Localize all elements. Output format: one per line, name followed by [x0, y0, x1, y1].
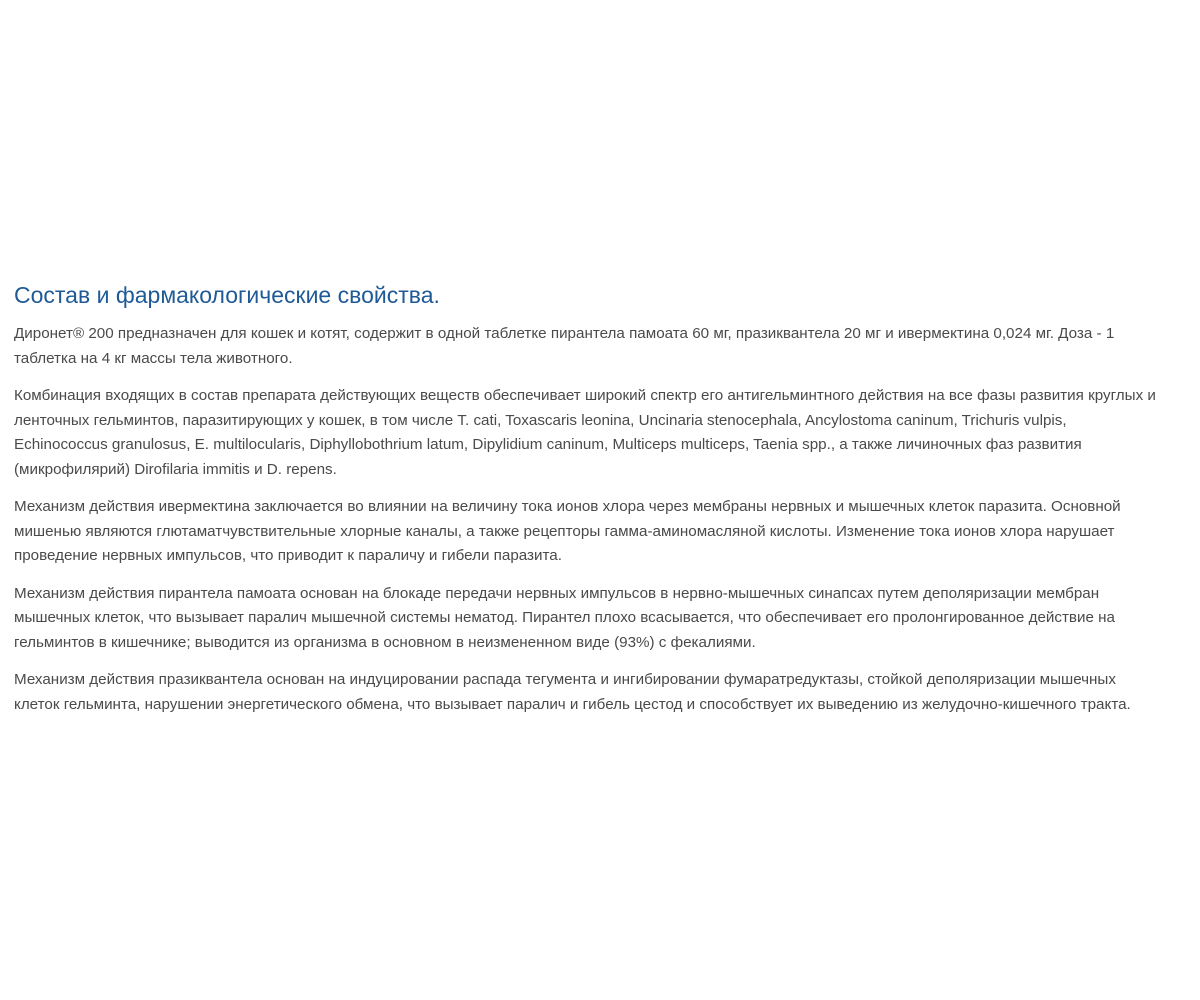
paragraph-praziquantel: Механизм действия празиквантела основан на индуцировании распада тегумента и ингибировании фумаратредуктазы, стойкой деполяризации мышечных клеток гельминта, нарушении энергетического обмена, что вызывает паралич и гибель цестод и способствует их выведению из желудочно-кишечного тракта. — [14, 671, 1131, 713]
paragraph-dosage: Диронет® 200 предназначен для кошек и котят, содержит в одной таблетке пирантела памоата 60 мг, празиквантела 20 мг и ивермектина 0,024 мг. Доза - 1 таблетка на 4 кг массы тела животного. — [14, 325, 1115, 367]
paragraph-ivermectin: Механизм действия ивермектина заключается во влиянии на величину тока ионов хлора через мембраны нервных и мышечных клеток паразита. Основной мишенью являются глютаматчувствительные хлорные каналы, а также рецепторы гамма-аминомасляной кислоты. Изменение тока ионов хлора нарушает проведение нервных импульсов, что приводит к параличу и гибели паразита. — [14, 498, 1121, 564]
paragraph-pyrantel: Механизм действия пирантела памоата основан на блокаде передачи нервных импульсов в нервно-мышечных синапсах путем деполяризации мембран мышечных клеток, что вызывает паралич мышечной системы нематод. Пирантел плохо всасывается, что обеспечивает его пролонгированное действие на гельминтов в кишечнике; выводится из организма в основном в неизмененном виде (93%) с фекалиями. — [14, 584, 1115, 651]
composition-section — [14, 278, 1164, 730]
section-title: Состав и фармакологические свойства. — [14, 282, 440, 308]
paragraph-spectrum: Комбинация входящих в состав препарата действующих веществ обеспечивает широкий спектр его антигельминтного действия на все фазы развития круглых и ленточных гельминтов, паразитирующих у кошек, в том числе T. cati, Toxascaris leonina, Uncinaria stenocephala, Ancylostoma caninum, Trichuris vulpis, Echinococcus granulosus, E. multilocularis, Diphyllobothrium latum, Dipylidium caninum, Multiceps multiceps, Taenia spp., а также личиночных фаз развития (микрофилярий) Dirofilaria immitis и D. repens. — [14, 387, 1156, 478]
